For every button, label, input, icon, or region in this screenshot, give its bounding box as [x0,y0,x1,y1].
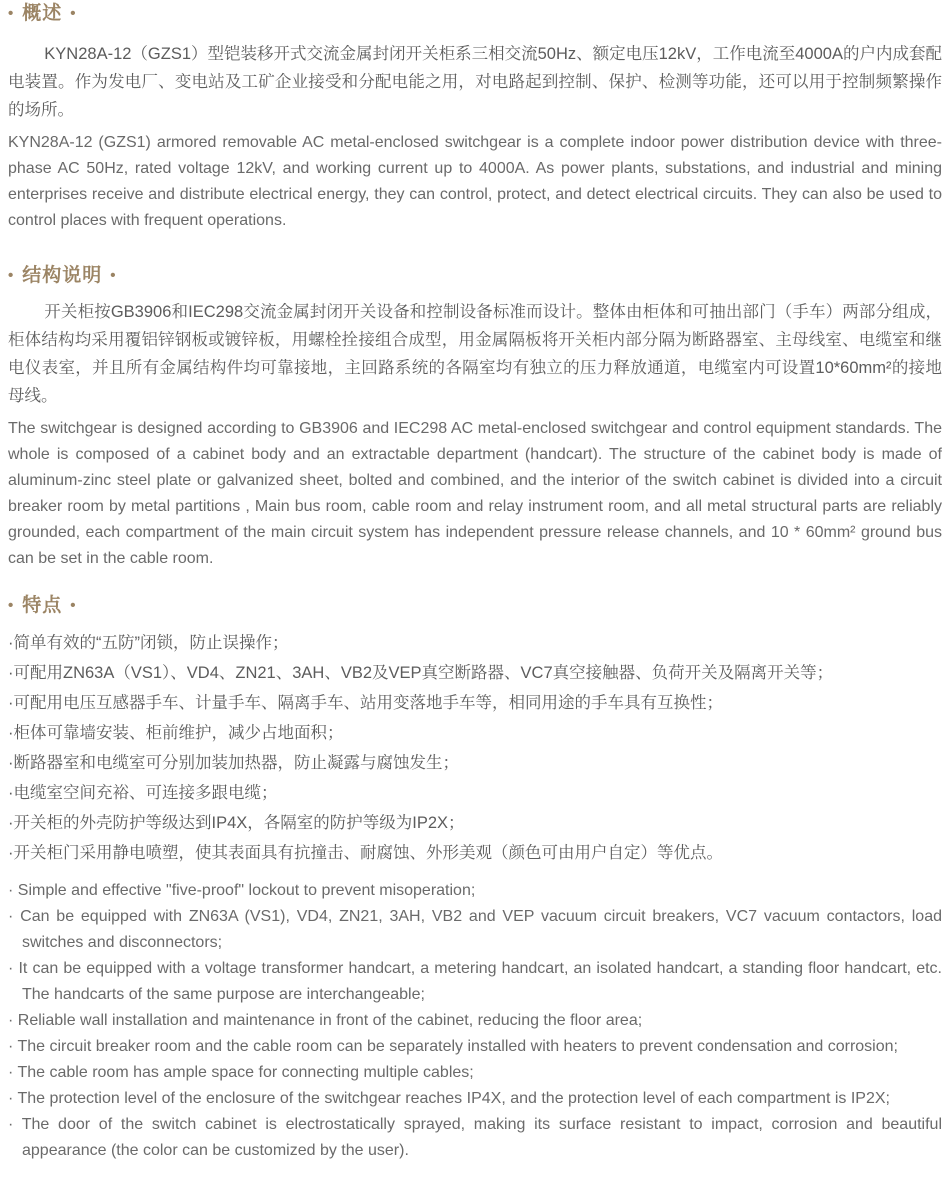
heading-dot-right: • [110,267,117,284]
feature-item-zh: ·开关柜的外壳防护等级达到IP4X，各隔室的防护等级为IP2X； [8,814,465,832]
section-features [8,594,942,1164]
features-heading [8,594,942,618]
heading-dot-right: • [70,5,77,22]
feature-item-en: · The door of the switch cabinet is electrostatically sprayed, making its surface resistant to impact, corrosion and beautiful appearance (the color can be customized by the user). [8,1116,942,1159]
feature-item-en: · Can be equipped with ZN63A (VS1), VD4, ZN21, 3AH, VB2 and VEP vacuum circuit breakers, VC7 vacuum contactors, load switches and disconnectors; [8,908,942,951]
feature-item-zh: ·可配用电压互感器手车、计量手车、隔离手车、站用变落地手车等，相同用途的手车具有互换性； [8,694,723,712]
feature-item-zh: ·柜体可靠墙安装、柜前维护，减少占地面积； [8,724,344,742]
overview-heading [8,2,942,26]
feature-item-en: · The cable room has ample space for connecting multiple cables; [8,1064,474,1081]
features-list-zh [8,628,942,868]
heading-dot-left: • [8,5,15,22]
feature-item-en: · The circuit breaker room and the cable room can be separately installed with heaters to prevent condensation and corrosion; [8,1038,898,1055]
feature-item-zh: ·电缆室空间充裕、可连接多跟电缆； [8,784,278,802]
heading-dot-right: • [70,597,77,614]
feature-item-en: · The protection level of the enclosure of the switchgear reaches IP4X, and the protection level of each compartment is IP2X; [8,1090,890,1107]
overview-title: 概述 [22,3,63,24]
feature-item-en: · Simple and effective "five-proof" lockout to prevent misoperation; [8,882,476,899]
feature-item-en: · It can be equipped with a voltage transformer handcart, a metering handcart, an isolated handcart, a standing floor handcart, etc. The handcarts of the same purpose are interchangeable; [8,960,942,1003]
features-list-en [8,878,942,1164]
structure-paragraph-zh: 开关柜按GB3906和IEC298交流金属封闭开关设备和控制设备标准而设计。整体由柜体和可抽出部门（手车）两部分组成，柜体结构均采用覆铝锌钢板或镀锌板，用螺栓拴接组合成型，用金属隔板将开关柜内部分隔为断路器室、主母线室、电缆室和继电仪表室，并且所有金属结构件均可靠接地，主回路系统的各隔室均有独立的压力释放通道，电缆室内可设置10*60mm²的接地母线。 [8,303,942,405]
section-overview [8,2,942,234]
feature-item-zh: ·可配用ZN63A（VS1）、VD4、ZN21、3AH、VB2及VEP真空断路器、VC7真空接触器、负荷开关及隔离开关等； [8,664,834,682]
features-title: 特点 [22,595,63,616]
structure-title: 结构说明 [22,265,103,286]
structure-paragraph-en: The switchgear is designed according to GB3906 and IEC298 AC metal-enclosed switchgear and control equipment standards. The whole is composed of a cabinet body and an extractable department (handcart). The structure of the cabinet body is made of aluminum-zinc steel plate or galvanized sheet, bolted and combined, and the interior of the switch cabinet is divided into a circuit breaker room by metal partitions , Main bus room, cable room and relay instrument room, and all metal structural parts are reliably grounded, each compartment of the main circuit system has independent pressure release channels, and 10 * 60mm² ground bus can be set in the cable room. [8,420,942,567]
heading-dot-left: • [8,267,15,284]
overview-paragraph-zh: KYN28A-12（GZS1）型铠装移开式交流金属封闭开关柜系三相交流50Hz、额定电压12kV，工作电流至4000A的户内成套配电装置。作为发电厂、变电站及工矿企业接受和分配电能之用，对电路起到控制、保护、检测等功能，还可以用于控制频繁操作的场所。 [8,45,942,119]
overview-paragraph-en: KYN28A-12 (GZS1) armored removable AC metal-enclosed switchgear is a complete indoor power distribution device with three-phase AC 50Hz, rated voltage 12kV, and working current up to 4000A. As power plants, substations, and industrial and mining enterprises receive and distribute electrical energy, they can control, protect, and detect electrical circuits. They can also be used to control places with frequent operations. [8,134,942,229]
section-structure [8,264,942,572]
heading-dot-left: • [8,597,15,614]
structure-heading [8,264,942,288]
feature-item-zh: ·开关柜门采用静电喷塑，使其表面具有抗撞击、耐腐蚀、外形美观（颜色可由用户自定）等优点。 [8,844,723,862]
feature-item-zh: ·断路器室和电缆室可分别加装加热器，防止凝露与腐蚀发生； [8,754,459,772]
feature-item-zh: ·简单有效的“五防”闭锁，防止误操作； [8,634,289,652]
feature-item-en: · Reliable wall installation and maintenance in front of the cabinet, reducing the floor area; [8,1012,643,1029]
